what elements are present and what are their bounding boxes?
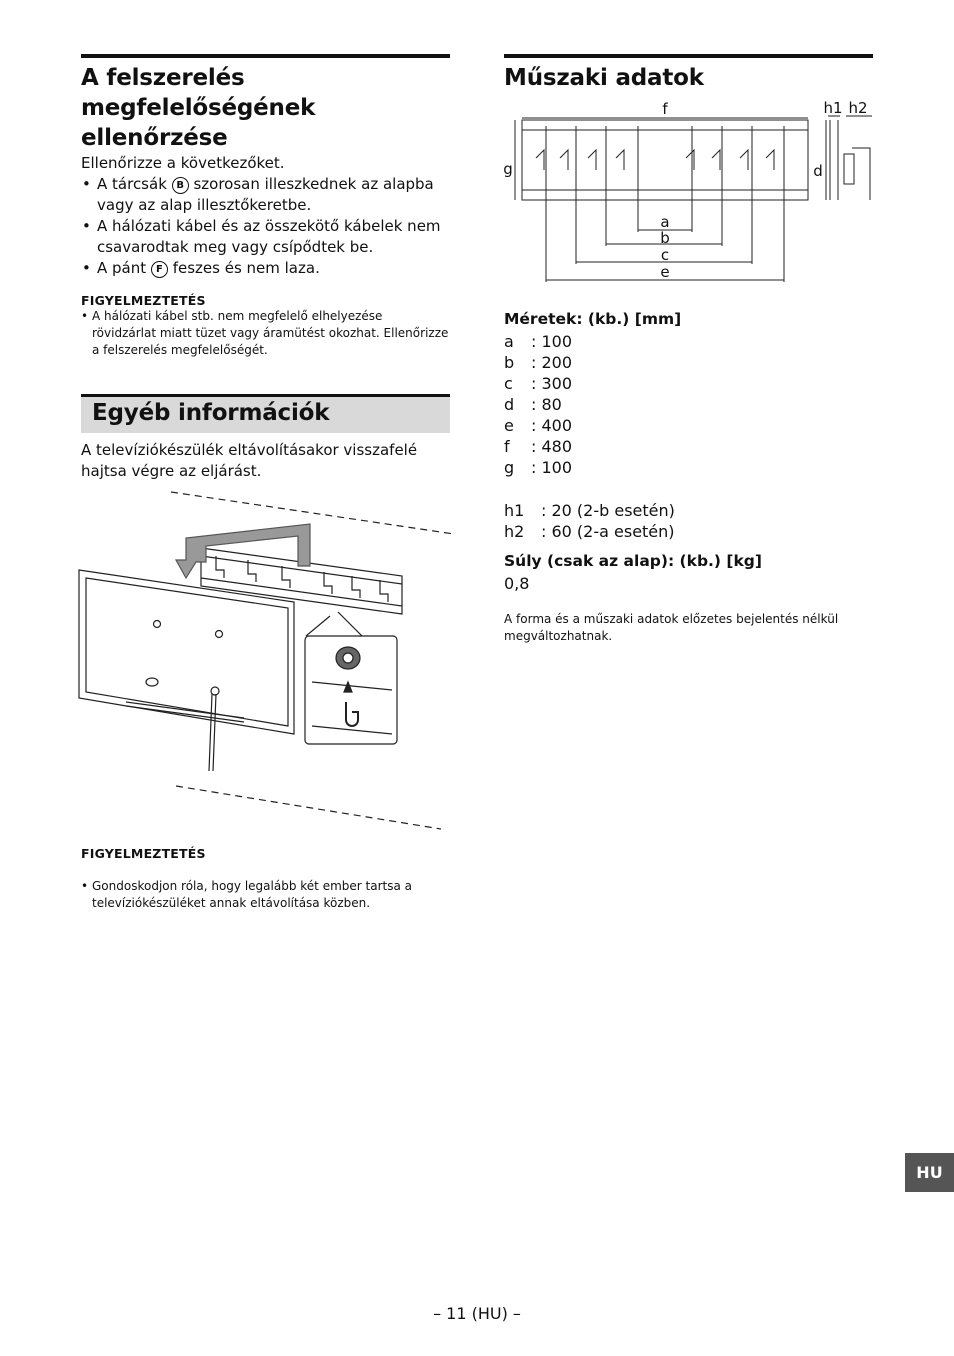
warning-list: [81, 878, 431, 912]
wall-dashed-line-top: [171, 492, 454, 534]
label-g: g: [503, 160, 513, 178]
label-f: f: [662, 100, 668, 118]
weight-title: Súly (csak az alap): (kb.) [kg]: [504, 552, 762, 570]
label-h2: h2: [848, 99, 868, 117]
dimension-key: g: [504, 458, 515, 477]
label-b: b: [660, 229, 670, 247]
left-column: [81, 54, 450, 359]
warning-item: • Gondoskodjon róla, hogy legalább két ember tartsa a televíziókészüléket annak eltávolítása közben.: [81, 878, 431, 912]
dimension-row: [504, 436, 572, 457]
dimension-value: : 20 (2-b esetén): [541, 501, 675, 520]
weight-value: 0,8: [504, 574, 530, 593]
detail-callout: [305, 612, 397, 744]
dimension-row: [504, 331, 572, 352]
label-a: a: [660, 213, 670, 231]
list-item-text: szorosan illeszkednek az alapba vagy az alap illesztőkeretbe.: [97, 175, 434, 214]
list-item-text: A tárcsák: [97, 175, 167, 193]
dimension-key: e: [504, 416, 514, 435]
language-tab: HU: [905, 1153, 954, 1192]
check-list: [81, 174, 450, 279]
list-item: • A hálózati kábel és az összekötő kábelek nem csavarodtak meg vagy csípődtek be.: [81, 216, 450, 258]
right-column: [504, 54, 873, 93]
part-f-marker: F: [151, 261, 168, 278]
label-c: c: [660, 246, 670, 264]
dimension-value: : 100: [531, 458, 573, 477]
dimension-key: f: [504, 437, 510, 456]
dimension-row: [504, 521, 675, 542]
dimension-row: [504, 457, 572, 478]
warning-list: [81, 308, 450, 359]
tv-set: [79, 570, 294, 771]
heading-installation-check: [81, 58, 450, 153]
label-d: d: [813, 162, 823, 180]
dimension-value: : 200: [531, 353, 573, 372]
dimension-value: : 300: [531, 374, 573, 393]
dimension-row: [504, 415, 572, 436]
wall-dashed-line-bottom: [176, 786, 441, 829]
dimensions-list: [504, 331, 572, 478]
bracket-side-view: [830, 120, 838, 200]
part-b-marker: B: [172, 177, 189, 194]
dimensions-title: Méretek: (kb.) [mm]: [504, 310, 682, 328]
heading-other-info: Egyéb információk: [92, 400, 330, 426]
dimension-key: a: [504, 332, 514, 351]
dimension-row: [504, 373, 572, 394]
dimension-value: : 400: [531, 416, 573, 435]
dimension-value: : 60 (2-a esetén): [541, 522, 675, 541]
dimension-diagram: [500, 96, 880, 288]
page-number: – 11 (HU) –: [433, 1304, 521, 1323]
warning-item: • A hálózati kábel stb. nem megfelelő elhelyezése rövidzárlat miatt tüzet vagy áramütést okozhat. Ellenőrizze a felszerelés megfelelőségét.: [81, 308, 450, 359]
heading-line-3: ellenőrzése: [81, 125, 228, 151]
heading-line-2: megfelelőségének: [81, 95, 316, 121]
dimension-value: : 480: [531, 437, 573, 456]
dimension-key: b: [504, 353, 515, 372]
tv-removal-illustration: [76, 486, 456, 836]
dimension-row: [504, 394, 572, 415]
dimension-key: d: [504, 395, 515, 414]
section-heading-bar: [81, 394, 450, 433]
dimension-row: [504, 500, 675, 521]
dimension-key: h2: [504, 522, 525, 541]
list-item-text: A pánt: [97, 259, 147, 277]
warning-title: FIGYELMEZTETÉS: [81, 846, 206, 861]
list-item: [81, 174, 450, 216]
list-item-text: feszes és nem laza.: [172, 259, 320, 277]
dimension-value: : 100: [531, 332, 573, 351]
dimension-key: c: [504, 374, 513, 393]
heading-line-1: A felszerelés: [81, 65, 245, 91]
warning-title: FIGYELMEZTETÉS: [81, 293, 206, 308]
h-dimensions-list: [504, 500, 675, 542]
dimension-value: : 80: [531, 395, 562, 414]
label-e: e: [660, 263, 670, 281]
list-item: [81, 258, 450, 279]
heading-specifications: Műszaki adatok: [504, 65, 704, 91]
label-h1: h1: [823, 99, 843, 117]
bracket-front-view: [522, 120, 808, 200]
dimension-key: h1: [504, 501, 525, 520]
intro-text: Ellenőrizze a következőket.: [81, 154, 285, 172]
dimension-row: [504, 352, 572, 373]
specs-note: A forma és a műszaki adatok előzetes bejelentés nélkül megváltozhatnak.: [504, 612, 839, 643]
removal-text: A televíziókészülék eltávolításakor visszafelé hajtsa végre az eljárást.: [81, 441, 418, 480]
